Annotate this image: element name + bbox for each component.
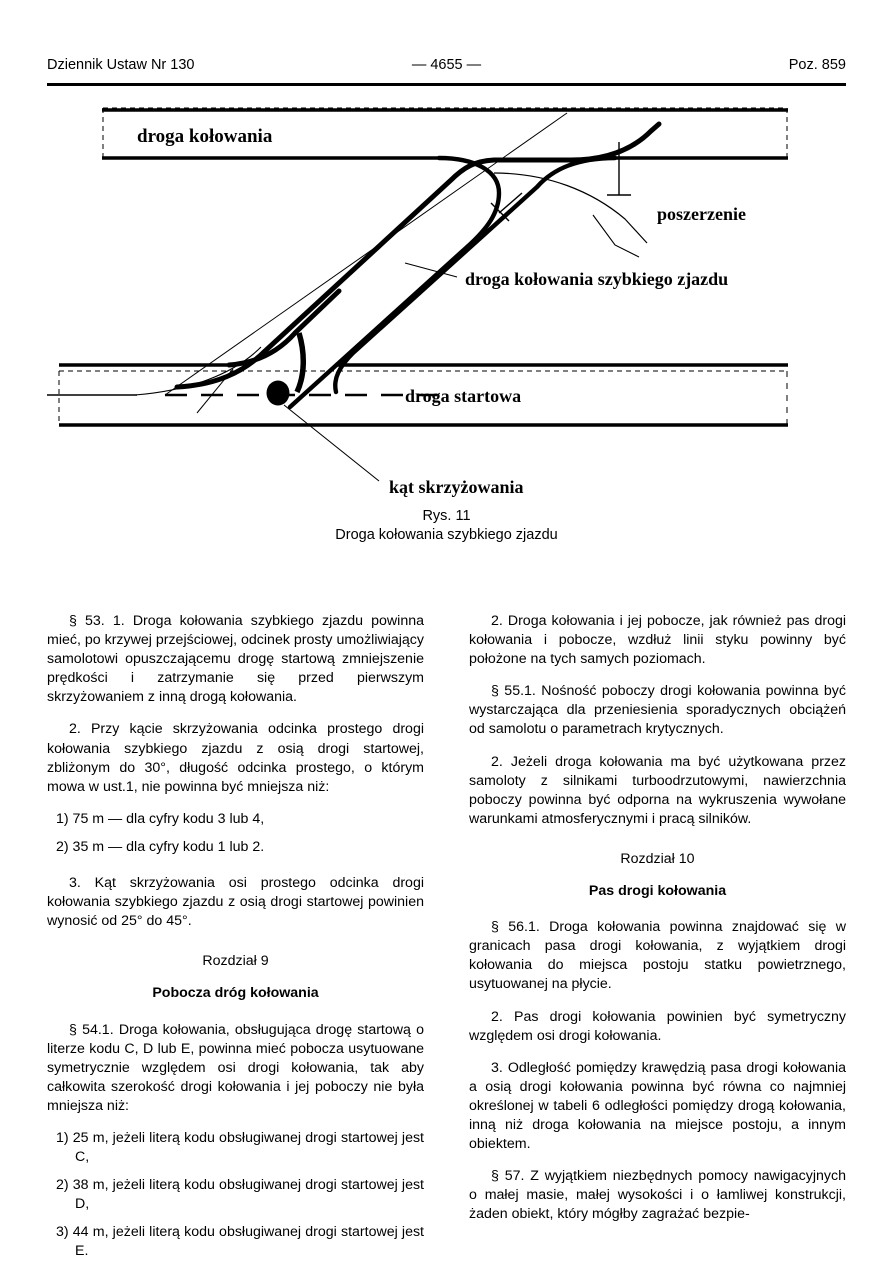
figure-label-widening: poszerzenie <box>657 204 746 224</box>
chapter-9-number: Rozdział 9 <box>202 953 269 970</box>
page-number: — 4655 — <box>411 57 482 73</box>
paragraph-54-1: § 54.1. Droga kołowania, obsługująca drogę startową o literze kodu C, D lub E, powinna mieć pobocza usytuowane symetrycznie względem osi drogi kołowania, tak aby całkowita szerokość drogi kołowania i jej poboczy nie była mniejsza niż: <box>47 1021 424 1114</box>
list-item: 2) 35 m — dla cyfry kodu 1 lub 2. <box>56 838 265 855</box>
figure-label-rapid-exit-taxiway: droga kołowania szybkiego zjazdu <box>465 269 729 289</box>
paragraph-55-2: 2. Jeżeli droga kołowania ma być użytkowana przez samoloty z silnikami turboodrzutowymi, nawierzchnia poboczy powinna być odporna na wykruszenia wywołane warunkami atmosferycznymi i pracą silników. <box>469 753 846 827</box>
column-left <box>47 612 424 1271</box>
figure-label-runway: droga startowa <box>405 386 522 406</box>
leader-line-intersection-angle <box>284 405 379 481</box>
chapter-9-title: Pobocza dróg kołowania <box>152 985 319 1002</box>
paragraph-56-3: 3. Odległość pomiędzy krawędzią pasa drogi kołowania a osią drogi kołowania powinna być równa co najmniej określonej w tabeli 6 odległości pomiędzy drogą kołowania, inną niż droga kołowania na miejsce postoju, a innym obiektem. <box>469 1059 846 1153</box>
paragraph-53-1: § 53. 1. Droga kołowania szybkiego zjazdu powinna mieć, po krzywej przejściowej, odcinek prosty umożliwiający samolotowi opuszczającemu drogę startową zmniejszenie prędkości i zatrzymanie się przed pierwszym skrzyżowaniem z inną drogą kołowania. <box>47 613 424 706</box>
column-right <box>469 612 846 1237</box>
page-header <box>47 55 846 85</box>
chapter-10-title: Pas drogi kołowania <box>588 883 727 900</box>
paragraph-55-1: § 55.1. Nośność poboczy drogi kołowania powinna być wystarczająca dla przeniesienia sporadycznych obciążeń od samolotu o parametrach krytycznych. <box>469 683 846 738</box>
figure-rys-11 <box>47 95 846 555</box>
body-columns <box>47 612 846 1260</box>
rapid-exit-taxiway-edges <box>177 124 659 387</box>
paragraph-54-2: 2. Droga kołowania i jej pobocze, jak również pas drogi kołowania i pobocze, wzdłuż linii styku powinny być położone na tych samych poziomach. <box>469 613 846 668</box>
paragraph-57: § 57. Z wyjątkiem niezbędnych pomocy nawigacyjnych o małej masie, małej wysokości i o łamliwej konstrukcji, żaden obiekt, który mógłby zagrażać bezpie- <box>469 1168 846 1223</box>
journal-title: Dziennik Ustaw Nr 130 <box>47 57 195 73</box>
exit-taxiway-centre-line <box>165 113 567 395</box>
spacer <box>47 866 424 874</box>
paragraph-56-1: § 56.1. Droga kołowania powinna znajdować się w granicach pasa drogi kołowania, z wyjątkiem drogi kołowania do miejsca postoju statku powietrznego, usytuowanej na płycie. <box>469 919 846 993</box>
list-item: 2) 38 m, jeżeli literą kodu obsługiwanej drogi startowej jest D, <box>56 1177 424 1213</box>
intersection-angle-arc <box>297 333 303 392</box>
paragraph-53-3: 3. Kąt skrzyżowania osi prostego odcinka drogi kołowania szybkiego zjazdu z osią drogi startowej powinien wynosić od 25° do 45°. <box>47 875 424 930</box>
list-item: 1) 25 m, jeżeli literą kodu obsługiwanej drogi startowej jest C, <box>56 1129 424 1166</box>
item-reference: Poz. 859 <box>788 57 846 73</box>
paragraph-56-2: 2. Pas drogi kołowania powinien być symetryczny względem osi drogi kołowania. <box>469 1008 846 1044</box>
intersection-angle-vertex <box>267 381 290 406</box>
intersection-auxiliary-leader <box>197 369 233 413</box>
figure-caption-number: Rys. 11 <box>422 508 471 524</box>
chapter-10-number: Rozdział 10 <box>620 850 695 867</box>
list-item: 1) 75 m — dla cyfry kodu 3 lub 4, <box>56 810 265 827</box>
list-item: 3) 44 m, jeżeli literą kodu obsługiwanej drogi startowej jest E. <box>56 1224 424 1260</box>
rapid-exit-taxiway-diagram <box>47 95 846 505</box>
figure-label-taxiway: droga kołowania <box>137 126 273 147</box>
header-divider <box>47 83 846 86</box>
figure-label-intersection-angle: kąt skrzyżowania <box>389 477 524 497</box>
leader-line-widening <box>593 215 639 257</box>
figure-caption <box>47 507 846 545</box>
figure-caption-text: Droga kołowania szybkiego zjazdu <box>335 527 558 543</box>
paragraph-53-2: 2. Przy kącie skrzyżowania odcinka prostego drogi kołowania szybkiego zjazdu z osią drogi startowej, zbliżonym do 30°, długość odcinka prostego, o którym mowa w ust.1, nie powinna być mniejsza niż: <box>47 721 424 795</box>
